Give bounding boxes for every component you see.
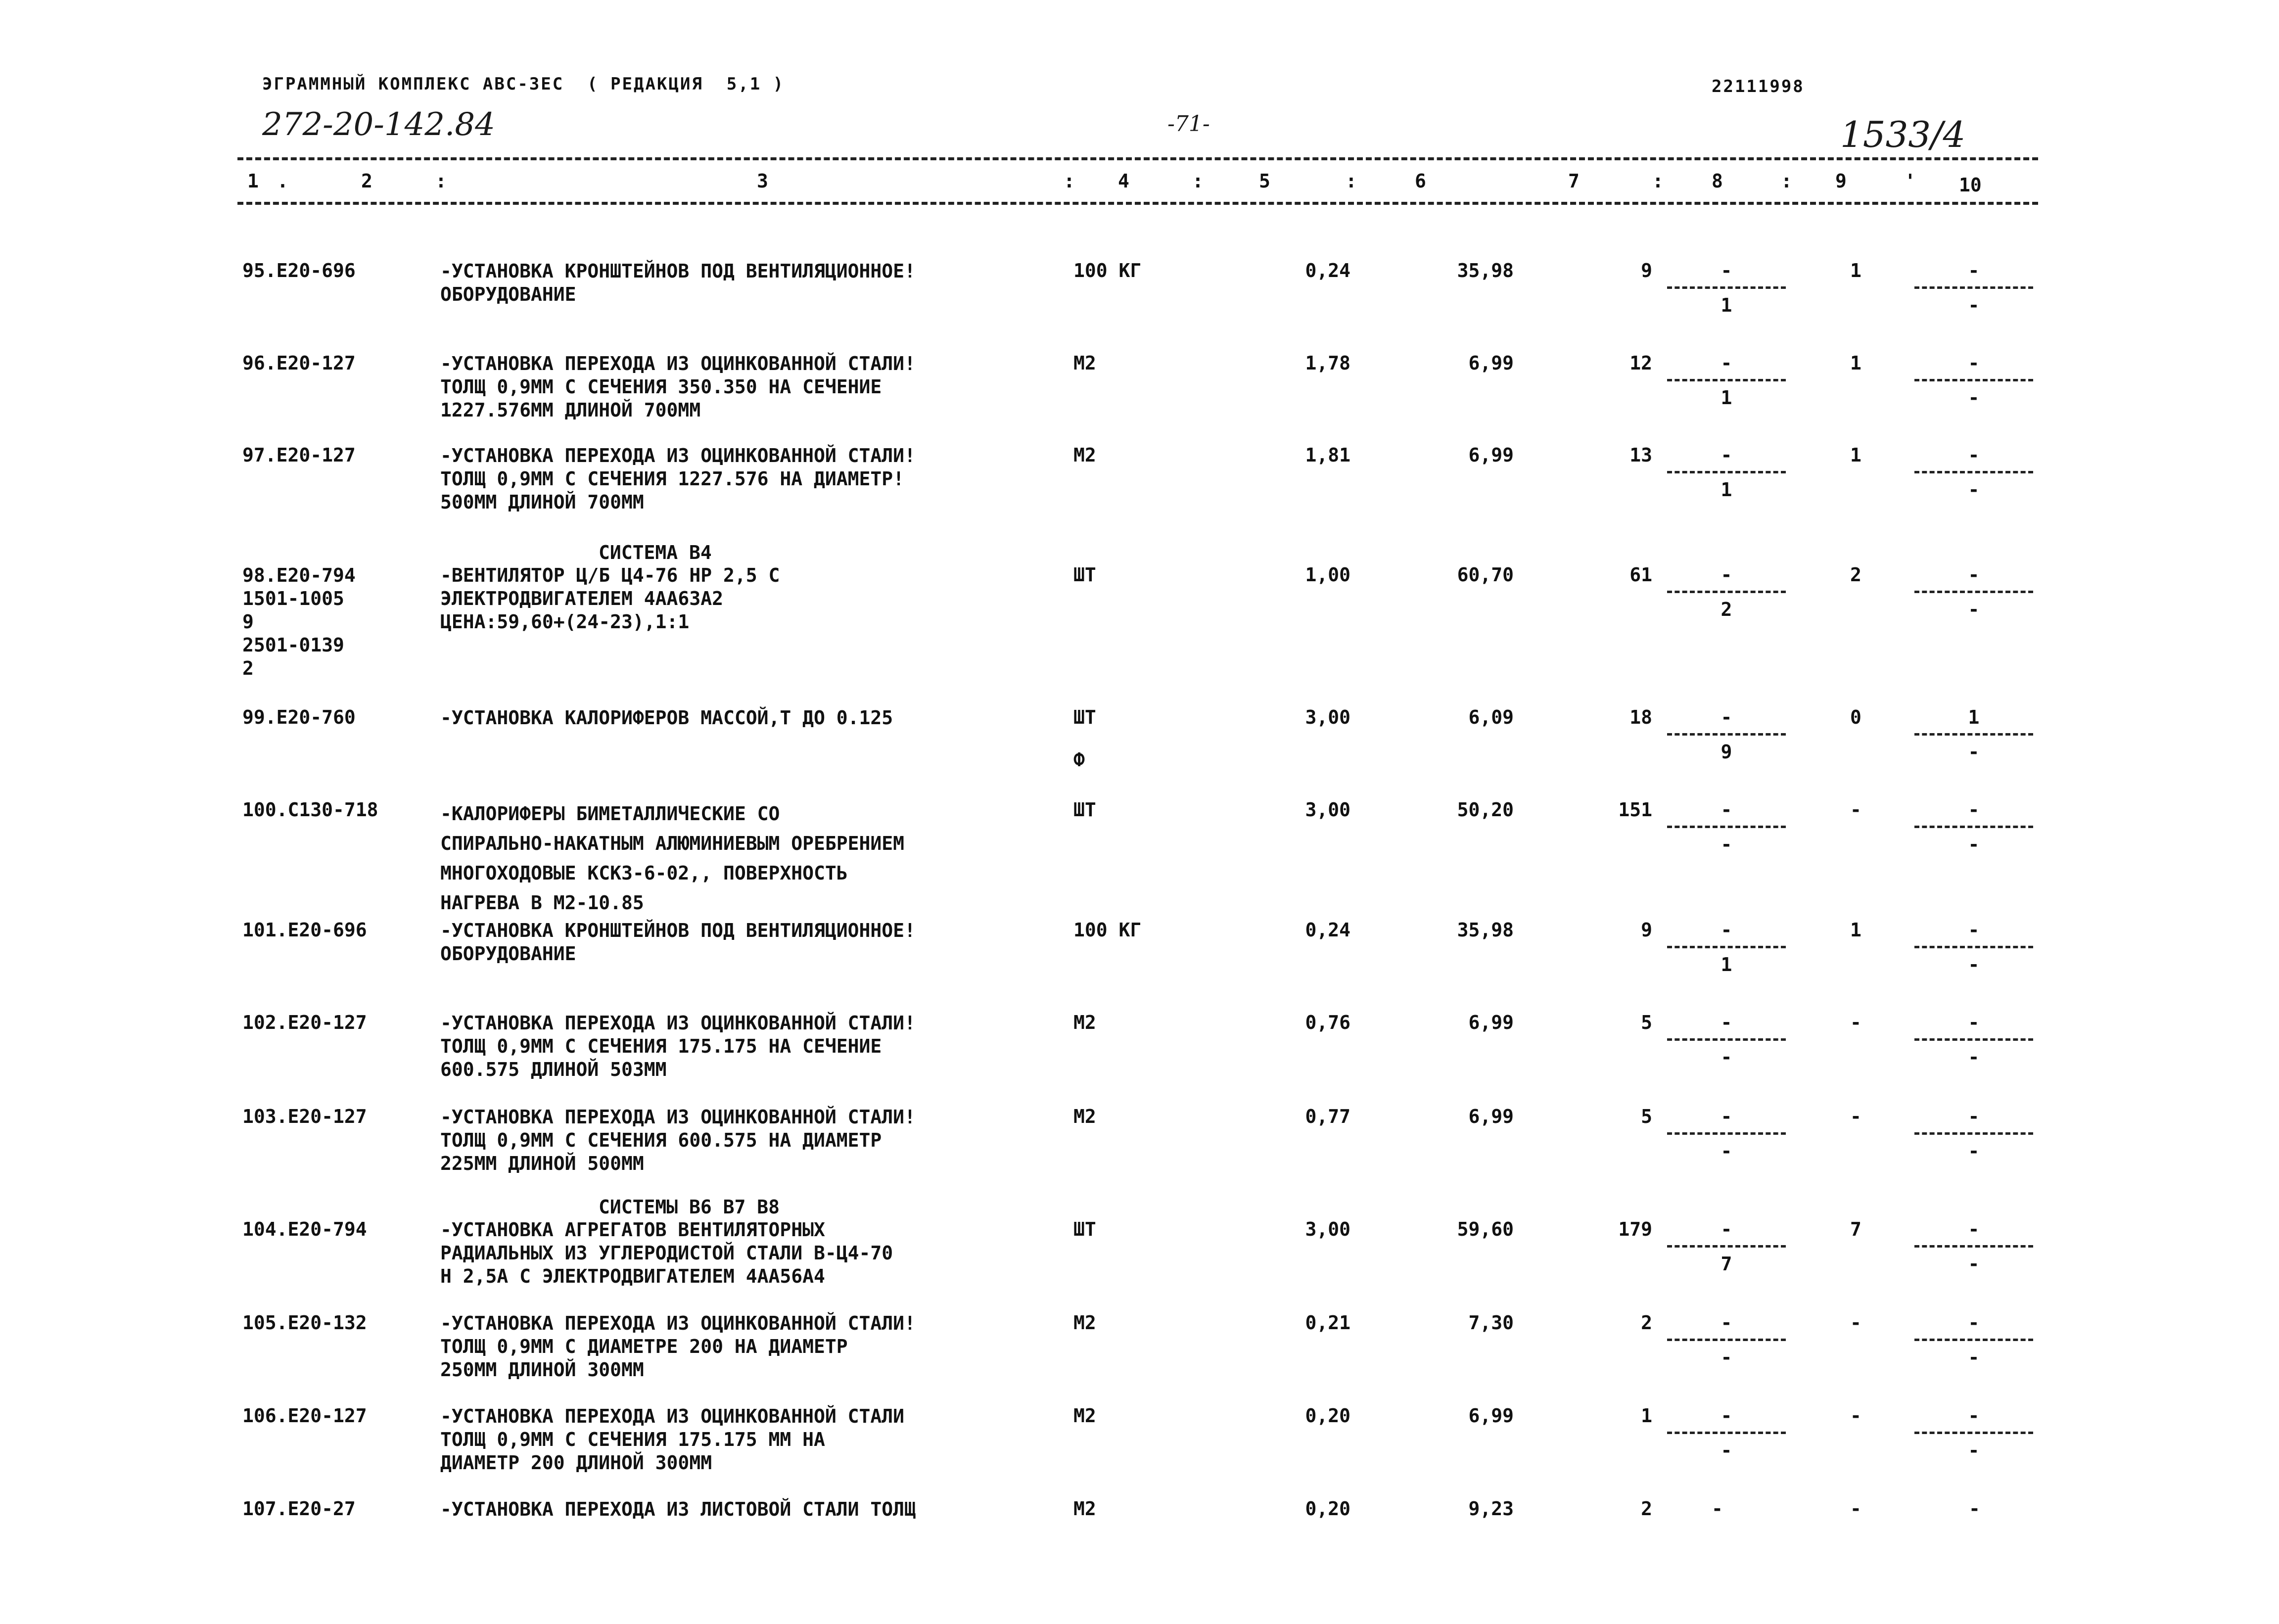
row-price: 35,98 xyxy=(1457,919,1514,941)
row-col9: 0 xyxy=(1850,706,1861,728)
row-total: 18 xyxy=(1629,706,1652,728)
col10-fraction: - - xyxy=(1914,1405,2033,1479)
row-price: 7,30 xyxy=(1468,1312,1514,1334)
col-sep: : xyxy=(1192,170,1204,192)
row-unit: 100 КГ xyxy=(1073,260,1142,281)
row-unit: 100 КГ xyxy=(1073,919,1142,941)
row-quantity: 0,24 xyxy=(1305,919,1350,941)
col-6: 6 xyxy=(1415,170,1426,192)
col-3: 3 xyxy=(757,170,768,192)
col10-fraction: - - xyxy=(1914,444,2033,518)
row-code: 98.Е20-794 1501-1005 9 2501-0139 2 xyxy=(242,564,356,679)
col-5: 5 xyxy=(1259,170,1270,192)
row-total: 2 xyxy=(1641,1498,1652,1520)
row-quantity: 0,77 xyxy=(1305,1106,1350,1127)
col10-fraction: - - xyxy=(1914,1012,2033,1086)
row-description: -УСТАНОВКА ПЕРЕХОДА ИЗ ОЦИНКОВАННОЙ СТАЛИ! ТОЛЩ 0,9ММ С СЕЧЕНИЯ 350.350 НА СЕЧЕНИЕ 1227.576ММ ДЛИНОЙ 700ММ xyxy=(440,353,916,421)
col-4: 4 xyxy=(1118,170,1129,192)
header-bottom-rule xyxy=(237,202,2038,205)
row-code: 100.С130-718 xyxy=(242,799,378,821)
row-code: 104.Е20-794 xyxy=(242,1218,367,1240)
row-col9: - xyxy=(1850,1405,1861,1427)
col-tick: ' xyxy=(1905,170,1916,192)
table-row xyxy=(0,706,2279,771)
row-unit: М2 xyxy=(1073,1012,1096,1033)
row-quantity: 3,00 xyxy=(1305,799,1350,821)
row-quantity: 0,24 xyxy=(1305,260,1350,281)
col10-fraction: - - xyxy=(1914,919,2033,993)
col-sep: : xyxy=(435,170,447,192)
table-row xyxy=(0,1218,2279,1287)
row-description: -УСТАНОВКА КАЛОРИФЕРОВ МАССОЙ,Т ДО 0.125 xyxy=(440,707,893,729)
project-number: 272-20-142.84 xyxy=(262,106,495,143)
col-sep: : xyxy=(1652,170,1664,192)
row-total: 2 xyxy=(1641,1312,1652,1334)
row-total: 5 xyxy=(1641,1012,1652,1033)
row-code: 102.Е20-127 xyxy=(242,1012,367,1033)
system-heading: СИСТЕМА В4 xyxy=(599,542,712,563)
row-code: 99.Е20-760 xyxy=(242,706,356,728)
row-price: 35,98 xyxy=(1457,260,1514,281)
row-quantity: 3,00 xyxy=(1305,1218,1350,1240)
row-description: -УСТАНОВКА КРОНШТЕЙНОВ ПОД ВЕНТИЛЯЦИОННОЕ! ОБОРУДОВАНИЕ xyxy=(440,920,916,965)
row-code: 103.Е20-127 xyxy=(242,1106,367,1127)
row-description: -УСТАНОВКА АГРЕГАТОВ ВЕНТИЛЯТОРНЫХ РАДИАЛЬНЫХ ИЗ УГЛЕРОДИСТОЙ СТАЛИ В-Ц4-70 Н 2,5А С ЭЛЕКТРОДВИГАТЕЛЕМ 4АА56А4 xyxy=(440,1219,893,1287)
col-10: 10 xyxy=(1959,174,1982,196)
row-total: 1 xyxy=(1641,1405,1652,1427)
row-col9: 1 xyxy=(1850,352,1861,374)
row-price: 6,99 xyxy=(1468,1405,1514,1427)
row-col9: 1 xyxy=(1850,919,1861,941)
col8-fraction: - 2 xyxy=(1667,564,1786,638)
col8-fraction: - 1 xyxy=(1667,444,1786,518)
col10-fraction: 1 - xyxy=(1914,706,2033,781)
row-col9: - xyxy=(1850,1312,1861,1334)
row-price: 59,60 xyxy=(1457,1218,1514,1240)
table-row xyxy=(0,352,2279,421)
row-col9: 1 xyxy=(1850,444,1861,466)
row-quantity: 0,76 xyxy=(1305,1012,1350,1033)
col-7: 7 xyxy=(1568,170,1580,192)
col8-fraction: - - xyxy=(1667,1106,1786,1180)
col8-fraction: - - xyxy=(1667,799,1786,873)
row-total: 5 xyxy=(1641,1106,1652,1127)
row-total: 61 xyxy=(1629,564,1652,586)
row-code: 105.Е20-132 xyxy=(242,1312,367,1334)
col10-fraction: - - xyxy=(1914,799,2033,873)
col-9: 9 xyxy=(1835,170,1847,192)
row-quantity: 0,20 xyxy=(1305,1498,1350,1520)
row-quantity: 3,00 xyxy=(1305,706,1350,728)
row-price: 50,20 xyxy=(1457,799,1514,821)
row-description: -УСТАНОВКА ПЕРЕХОДА ИЗ ОЦИНКОВАННОЙ СТАЛИ! ТОЛЩ 0,9ММ С СЕЧЕНИЯ 600.575 НА ДИАМЕТР 225ММ ДЛИНОЙ 500ММ xyxy=(440,1106,916,1174)
row-unit: ШТ xyxy=(1073,564,1096,586)
row-description: -УСТАНОВКА ПЕРЕХОДА ИЗ ЛИСТОВОЙ СТАЛИ ТОЛЩ xyxy=(440,1498,916,1520)
row-quantity: 1,81 xyxy=(1305,444,1350,466)
row-unit: ШТ xyxy=(1073,799,1096,821)
col10-fraction: - - xyxy=(1914,352,2033,426)
row-description: -КАЛОРИФЕРЫ БИМЕТАЛЛИЧЕСКИЕ СО СПИРАЛЬНО-НАКАТНЫМ АЛЮМИНИЕВЫМ ОРЕБРЕНИЕМ МНОГОХОДОВЫЕ КСК3-6-02,, ПОВЕРХНОСТЬ НАГРЕВА В М2-10.85 xyxy=(440,803,904,914)
row-quantity: 0,20 xyxy=(1305,1405,1350,1427)
row-code: 106.Е20-127 xyxy=(242,1405,367,1427)
row-code: 96.Е20-127 xyxy=(242,352,356,374)
row-col10: - xyxy=(1969,1498,1980,1520)
col8-fraction: - 1 xyxy=(1667,919,1786,993)
row-price: 6,99 xyxy=(1468,1012,1514,1033)
row-unit: М2 xyxy=(1073,352,1096,374)
row-total: 9 xyxy=(1641,260,1652,281)
col-1: 1 xyxy=(247,170,259,192)
col8-fraction: - 1 xyxy=(1667,352,1786,426)
row-description: -УСТАНОВКА КРОНШТЕЙНОВ ПОД ВЕНТИЛЯЦИОННОЕ! ОБОРУДОВАНИЕ xyxy=(440,260,916,305)
col8-fraction: - - xyxy=(1667,1312,1786,1386)
program-header: ЭГРАММНЫЙ КОМПЛЕКС АВС-ЗЕС ( РЕДАКЦИЯ 5,1 ) xyxy=(262,74,785,94)
row-description: -ВЕНТИЛЯТОР Ц/Б Ц4-76 НР 2,5 С ЭЛЕКТРОДВИГАТЕЛЕМ 4АА63А2 ЦЕНА:59,60+(24-23),1:1 xyxy=(440,564,780,633)
col10-fraction: - - xyxy=(1914,1218,2033,1293)
col10-fraction: - - xyxy=(1914,260,2033,334)
table-row xyxy=(0,444,2279,513)
row-col9: - xyxy=(1850,1012,1861,1033)
row-description: -УСТАНОВКА ПЕРЕХОДА ИЗ ОЦИНКОВАННОЙ СТАЛИ! ТОЛЩ 0,9ММ С СЕЧЕНИЯ 1227.576 НА ДИАМЕТР! 500ММ ДЛИНОЙ 700ММ xyxy=(440,445,916,513)
row-unit: М2 xyxy=(1073,1498,1096,1520)
row-description: -УСТАНОВКА ПЕРЕХОДА ИЗ ОЦИНКОВАННОЙ СТАЛИ! ТОЛЩ 0,9ММ С СЕЧЕНИЯ 175.175 НА СЕЧЕНИЕ 600.575 ДЛИНОЙ 503ММ xyxy=(440,1012,916,1080)
col-2: 2 xyxy=(361,170,372,192)
row-col8: - xyxy=(1712,1498,1723,1520)
row-total: 13 xyxy=(1629,444,1652,466)
row-price: 9,23 xyxy=(1468,1498,1514,1520)
row-unit: М2 xyxy=(1073,444,1096,466)
row-total: 179 xyxy=(1618,1218,1652,1240)
row-total: 9 xyxy=(1641,919,1652,941)
row-description: -УСТАНОВКА ПЕРЕХОДА ИЗ ОЦИНКОВАННОЙ СТАЛИ! ТОЛЩ 0,9ММ С ДИАМЕТРЕ 200 НА ДИАМЕТР 250ММ ДЛИНОЙ 300ММ xyxy=(440,1312,916,1381)
table-row xyxy=(0,919,2279,975)
row-code: 107.Е20-27 xyxy=(242,1498,356,1520)
col8-fraction: - 7 xyxy=(1667,1218,1786,1293)
row-col9: - xyxy=(1850,1106,1861,1127)
row-col9: 2 xyxy=(1850,564,1861,586)
col8-fraction: - 9 xyxy=(1667,706,1786,781)
row-description: -УСТАНОВКА ПЕРЕХОДА ИЗ ОЦИНКОВАННОЙ СТАЛИ ТОЛЩ 0,9ММ С СЕЧЕНИЯ 175.175 ММ НА ДИАМЕТР 200 ДЛИНОЙ 300ММ xyxy=(440,1405,904,1474)
row-col9: - xyxy=(1850,1498,1861,1520)
document-date: 22111998 xyxy=(1712,77,1805,96)
col-sep: : xyxy=(1346,170,1357,192)
col-sep: : xyxy=(1781,170,1792,192)
row-quantity: 1,00 xyxy=(1305,564,1350,586)
row-total: 151 xyxy=(1618,799,1652,821)
system-heading: СИСТЕМЫ В6 В7 В8 xyxy=(599,1196,780,1218)
col10-fraction: - - xyxy=(1914,1106,2033,1180)
row-col9: 7 xyxy=(1850,1218,1861,1240)
row-unit: М2 xyxy=(1073,1405,1096,1427)
row-unit: ШТ xyxy=(1073,1218,1096,1240)
col10-fraction: - - xyxy=(1914,1312,2033,1386)
row-total: 12 xyxy=(1629,352,1652,374)
col10-fraction: - - xyxy=(1914,564,2033,638)
row-code: 95.Е20-696 xyxy=(242,260,356,281)
row-price: 6,09 xyxy=(1468,706,1514,728)
row-price: 6,99 xyxy=(1468,1106,1514,1127)
row-quantity: 1,78 xyxy=(1305,352,1350,374)
row-quantity: 0,21 xyxy=(1305,1312,1350,1334)
col-8: 8 xyxy=(1712,170,1723,192)
col8-fraction: - - xyxy=(1667,1405,1786,1479)
row-col9: 1 xyxy=(1850,260,1861,281)
col8-fraction: - 1 xyxy=(1667,260,1786,334)
row-price: 6,99 xyxy=(1468,444,1514,466)
row-unit-mark: Ф xyxy=(1073,749,1085,771)
row-unit: М2 xyxy=(1073,1312,1096,1334)
col-dot: . xyxy=(277,170,288,192)
sheet-reference: 1533/4 xyxy=(1840,114,1966,155)
row-code: 97.Е20-127 xyxy=(242,444,356,466)
row-price: 6,99 xyxy=(1468,352,1514,374)
col8-fraction: - - xyxy=(1667,1012,1786,1086)
row-unit: М2 xyxy=(1073,1106,1096,1127)
row-col9: - xyxy=(1850,799,1861,821)
col-sep: : xyxy=(1064,170,1075,192)
row-unit: ШТ xyxy=(1073,706,1096,728)
header-top-rule xyxy=(237,157,2038,160)
row-code: 101.Е20-696 xyxy=(242,919,367,941)
page-mark: -71- xyxy=(1167,111,1210,137)
row-price: 60,70 xyxy=(1457,564,1514,586)
